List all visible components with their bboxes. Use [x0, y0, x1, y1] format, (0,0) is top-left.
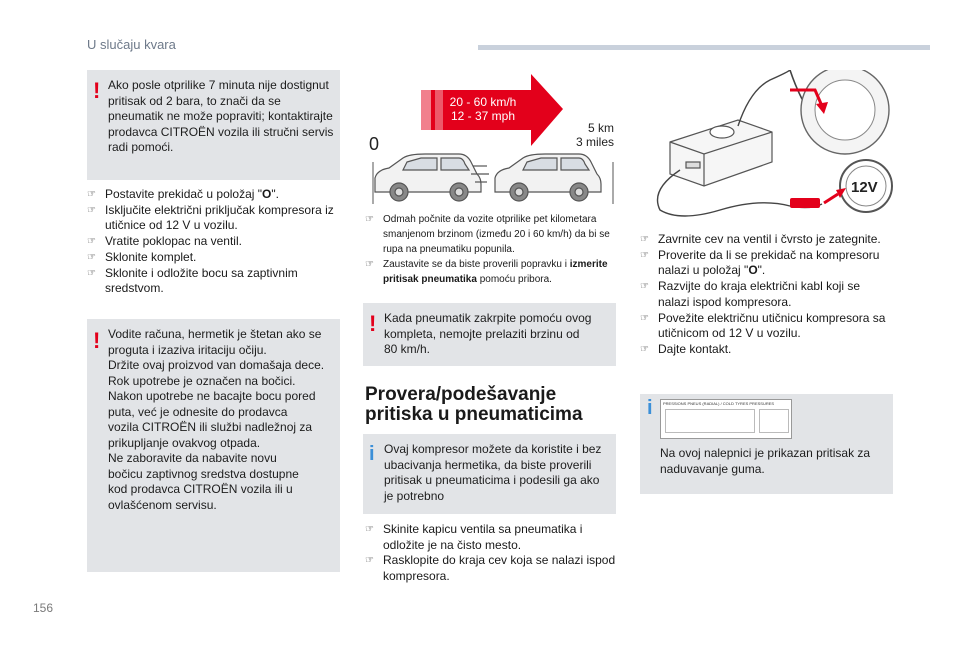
hand-pointer-icon: ☞: [640, 234, 649, 245]
hand-pointer-icon: ☞: [640, 281, 649, 293]
warning-text-3: Kada pneumatik zakrpite pomoću ovog kompleta, nemojte prelaziti brzinu od 80 km/h.: [384, 311, 592, 356]
right-steps: [640, 232, 893, 358]
hand-pointer-icon: ☞: [87, 189, 96, 200]
left-steps: [87, 187, 340, 297]
compressor-icon: [670, 120, 772, 186]
tire-pressure-label-image: PRESSIONS PNEUS (RADIAL) / COLD TYRES PRESSURES: [660, 399, 792, 439]
exclamation-icon: !: [93, 78, 101, 103]
list-item: ☞ Sklonite komplet.: [87, 249, 197, 264]
list-item: ☞ Odmah počnite da vozite otprilike pet kilometara smanjenom brzinom (između 20 i 60 km/h) da bi se rupa na pneumatiku popunila.: [365, 214, 610, 255]
info-text-2: Na ovoj nalepnici je prikazan pritisak za naduvavanje guma.: [660, 446, 871, 476]
header-title: U slučaju kvara: [87, 37, 176, 52]
list-item: ☞ Proverite da li se prekidač na kompresoru nalazi u položaj "O".: [640, 247, 880, 278]
compressor-illustration: [640, 70, 895, 222]
page-number: 156: [33, 601, 54, 615]
list-item: ☞ Skinite kapicu ventila sa pneumatika i odložite je na čisto mesto.: [365, 522, 583, 552]
socket-label: 12V: [851, 179, 878, 196]
warning-text-2: Vodite računa, hermetik je štetan ako se proguta i izaziva iritaciju očiju. Držite ovaj proizvod van domašaja dece. Rok upotrebe je označen na bočici. Nakon upotrebe ne bacajte bocu pored puta, već je odnesite do prodavca vozila CITROËN ili službi nadležnoj za prikupljanje ovakvog otpada. Ne zaboravite da nabavite novu bočicu zaptivnog sredstva dostupne kod prodavca CITROËN vozila ili u ovlašćenom servisu.: [108, 327, 325, 512]
info-icon: i: [647, 397, 653, 419]
list-item: ☞ Sklonite i odložite bocu sa zaptivnim sredstvom.: [87, 265, 298, 296]
distance-label: 5 km 3 miles: [575, 121, 614, 149]
list-item: ☞ Rasklopite do kraja cev koja se nalazi ispod kompresora.: [365, 553, 616, 584]
list-item: ☞ Dajte kontakt.: [640, 341, 732, 356]
hand-pointer-icon: ☞: [87, 251, 96, 263]
hand-pointer-icon: ☞: [365, 259, 374, 270]
exclamation-icon: !: [93, 328, 101, 353]
hand-pointer-icon: ☞: [640, 312, 649, 324]
hand-pointer-icon: ☞: [365, 524, 374, 535]
exclamation-icon: !: [369, 311, 377, 336]
hand-pointer-icon: ☞: [87, 267, 96, 279]
hand-pointer-icon: ☞: [640, 343, 649, 355]
car-icon: [471, 154, 601, 201]
list-item: ☞ Zaustavite se da biste proverili popravku i izmerite pritisak pneumatika pomoću pribora.: [365, 259, 608, 285]
zero-label: 0: [369, 134, 380, 154]
list-item: ☞ Vratite poklopac na ventil.: [87, 234, 242, 249]
car-icon: [375, 154, 481, 201]
info-icon: i: [369, 443, 375, 465]
plug-icon: [790, 198, 820, 208]
list-item: ☞ Zavrnite cev na ventil i čvrsto je zategnite.: [640, 232, 881, 246]
hand-pointer-icon: ☞: [365, 214, 374, 225]
hand-pointer-icon: ☞: [365, 555, 374, 567]
speed-label: 20 - 60 km/h 12 - 37 mph: [449, 95, 517, 123]
middle-notes: [365, 212, 618, 287]
hand-pointer-icon: ☞: [87, 204, 96, 216]
hand-pointer-icon: ☞: [640, 249, 649, 261]
header-rule: [478, 45, 930, 50]
list-item: ☞ Postavite prekidač u položaj "O".: [87, 187, 279, 201]
list-item: ☞ Isključite električni priključak kompresora iz utičnice od 12 V u vozilu.: [87, 202, 334, 233]
list-item: ☞ Razvijte do kraja električni kabl koji se nalazi ispod kompresora.: [640, 279, 861, 309]
list-item: ☞ Povežite električnu utičnicu kompresora sa utičnicom od 12 V u vozilu.: [640, 310, 886, 341]
info-text-1: Ovaj kompresor možete da koristite i bez ubacivanja hermetika, da biste proverili pritisak u pneumaticima i podesili ga ako je potrebno: [384, 442, 602, 503]
middle-steps: [365, 522, 618, 585]
hand-pointer-icon: ☞: [87, 236, 96, 248]
warning-text-1: Ako posle otprilike 7 minuta nije dostignut pritisak od 2 bara, to znači da se pneumatik ne može popraviti; kontaktirajte prodavca CITROËN vozila ili stručni servis radi pomoći.: [108, 78, 334, 154]
section-heading: Provera/podešavanje pritiska u pneumaticima: [365, 384, 583, 425]
